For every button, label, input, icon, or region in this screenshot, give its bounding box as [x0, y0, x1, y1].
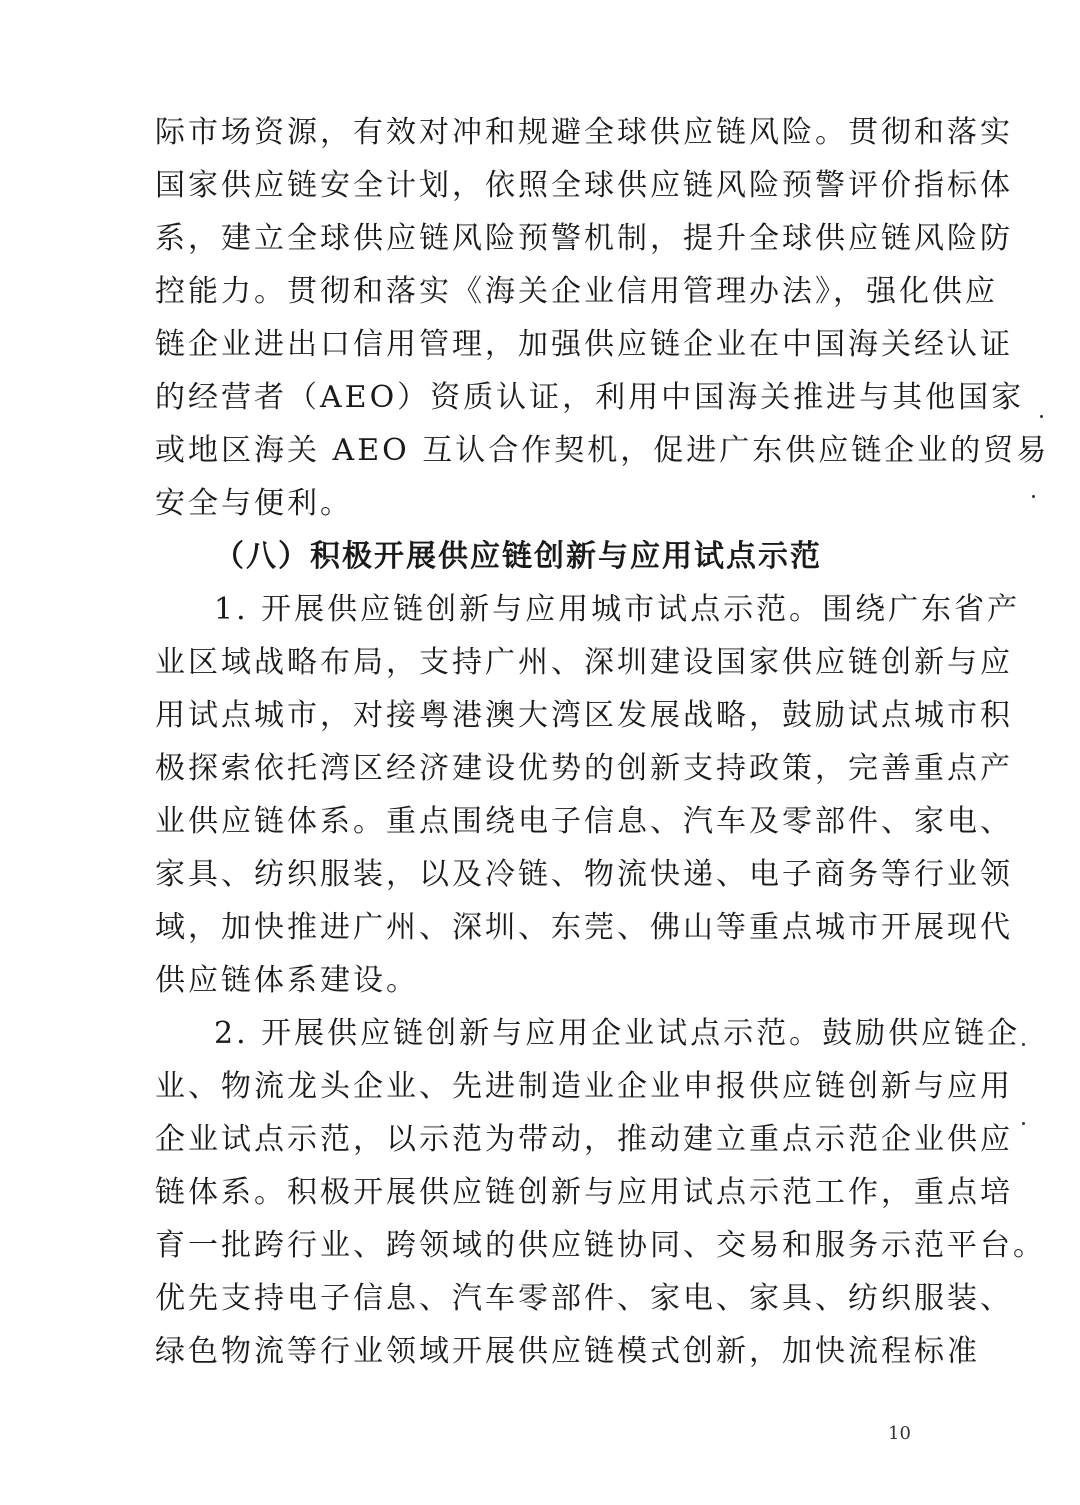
body-text-line: 的经营者（AEO）资质认证，利用中国海关推进与其他国家	[155, 380, 1025, 415]
body-text-line: 家具、纺织服装，以及冷链、物流快递、电子商务等行业领	[155, 857, 1013, 892]
body-text-line: 安全与便利。	[155, 486, 353, 521]
body-text-line: 链体系。积极开展供应链创新与应用试点示范工作，重点培	[155, 1175, 1013, 1210]
paragraph-first-line: 1. 开展供应链创新与应用城市试点示范。围绕广东省产	[214, 592, 1021, 627]
scan-speck	[1022, 1043, 1025, 1046]
body-text-line: 域，加快推进广州、深圳、东莞、佛山等重点城市开展现代	[155, 910, 1013, 945]
body-text-line: 链企业进出口信用管理，加强供应链企业在中国海关经认证	[155, 327, 1013, 362]
body-text-line: 际市场资源，有效对冲和规避全球供应链风险。贯彻和落实	[155, 115, 1013, 150]
body-text-line: 极探索依托湾区经济建设优势的创新支持政策，完善重点产	[155, 751, 1013, 786]
body-text-line: 供应链体系建设。	[155, 963, 419, 998]
body-text-line: 系，建立全球供应链风险预警机制，提升全球供应链风险防	[155, 221, 1013, 256]
body-text-line: 用试点城市，对接粤港澳大湾区发展战略，鼓励试点城市积	[155, 698, 1013, 733]
body-text-line: 业、物流龙头企业、先进制造业企业申报供应链创新与应用	[155, 1069, 1013, 1104]
body-text-line: 控能力。贯彻和落实《海关企业信用管理办法》，强化供应	[155, 274, 998, 309]
body-text-line: 育一批跨行业、跨领域的供应链协同、交易和服务示范平台。	[155, 1228, 1046, 1263]
scan-speck	[1032, 495, 1035, 498]
body-text-line: 企业试点示范，以示范为带动，推动建立重点示范企业供应	[155, 1122, 1013, 1157]
scan-speck	[1022, 1122, 1025, 1125]
body-text-line: 或地区海关 AEO 互认合作契机，促进广东供应链企业的贸易	[155, 433, 1050, 468]
body-text-line: 优先支持电子信息、汽车零部件、家电、家具、纺织服装、	[155, 1281, 1013, 1316]
body-text-line: 业区域战略布局，支持广州、深圳建设国家供应链创新与应	[155, 645, 1013, 680]
scan-speck	[1040, 415, 1043, 418]
page-number: 10	[888, 1423, 911, 1444]
paragraph-first-line: 2. 开展供应链创新与应用企业试点示范。鼓励供应链企	[214, 1016, 1021, 1051]
body-text-line: 业供应链体系。重点围绕电子信息、汽车及零部件、家电、	[155, 804, 1013, 839]
body-text-line: 绿色物流等行业领域开展供应链模式创新，加快流程标准	[155, 1334, 980, 1369]
body-text-line: 国家供应链安全计划，依照全球供应链风险预警评价指标体	[155, 168, 1013, 203]
section-heading: （八）积极开展供应链创新与应用试点示范	[214, 539, 822, 574]
